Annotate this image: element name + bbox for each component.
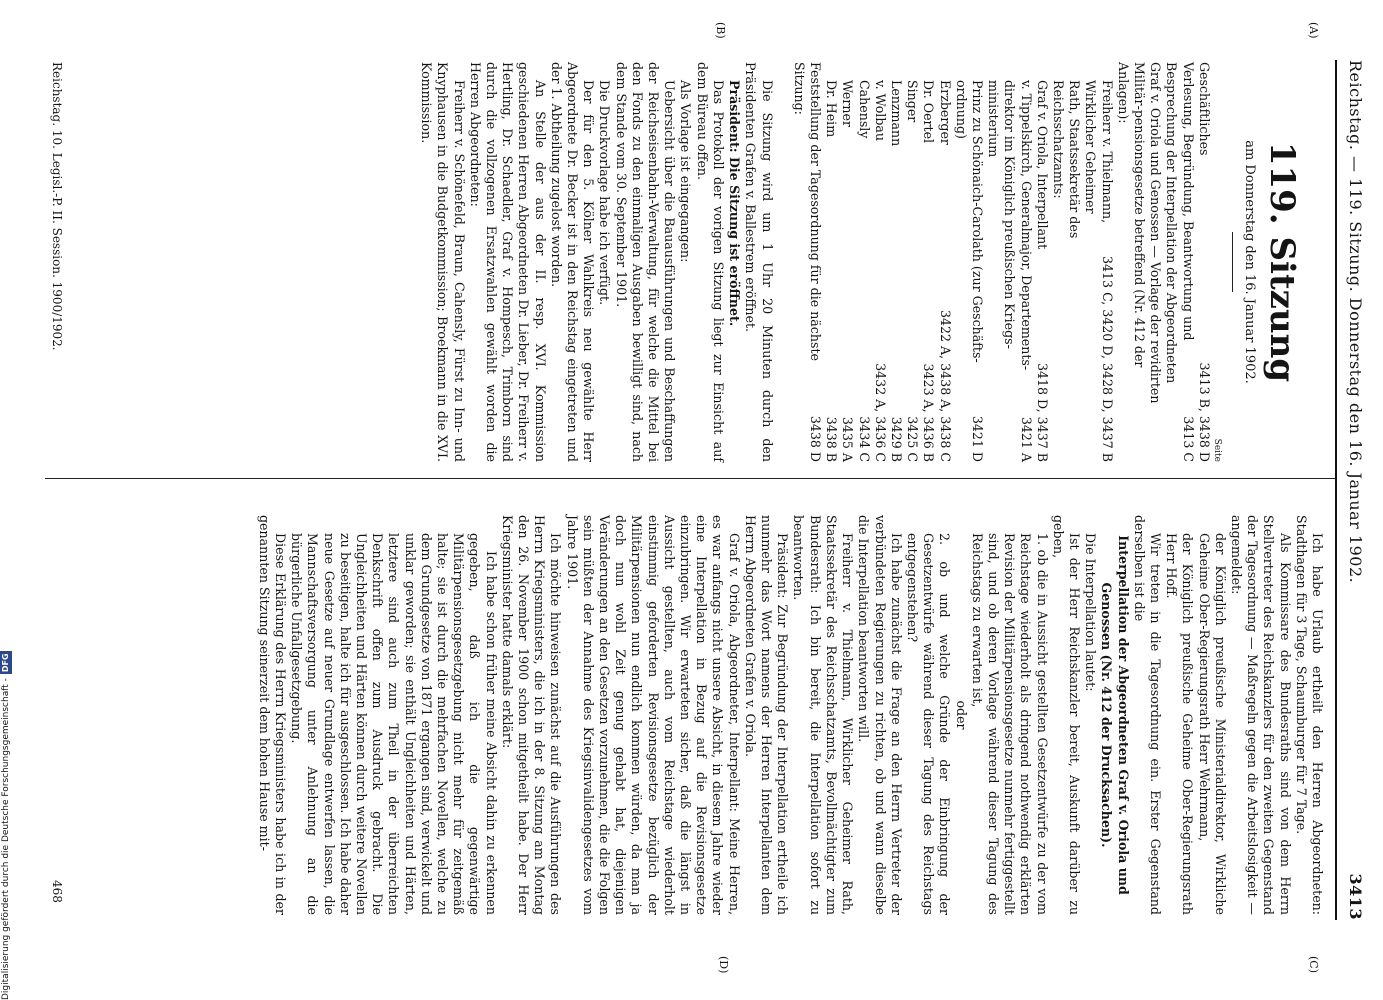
president-statement: Präsident: Die Sitzung ist eröffnet. [727,80,743,327]
margin-marker-b: (B) [714,22,727,39]
page-footer [49,62,65,462]
column-divider [45,478,1335,479]
toc-entry: v. Tippelskirch, Generalmajor, Departements-direktor im Königlich preußischen Kriegs-ministerium 3421 A [986,80,1034,462]
table-of-contents [791,62,1212,462]
toc-entry: Erzberger 3422 A, 3438 A, 3438 C [937,80,953,462]
title-rule [1232,232,1233,292]
toc-entry: Feststellung der Tagesordnung für die nächste Sitzung: 3438 D [791,62,823,462]
footer-page-number: 468 [50,880,64,903]
president-gives-word: Präsident: Zur Begründung der Interpellation ertheile ich nunmehr das Wort namens der Herren Interpellanten dem Herrn Abgeordneten Grafen v. Oriola. [742,515,791,915]
minister-quote: Ich habe schon früher meine Absicht dahin zu erkennen gegeben, daß ich die gegenwärtige Militärpensionsgesetzgebung nicht mehr für zeitgemäß halte; sie ist durch die mehrfachen Novellen, welche zu dem Grundgesetze von 1871 ergangen sind, verwickelt und unklar geworden; sie enthält Ungleichheiten und Härten, letztere sind auch zum Theil in der überreichten Denkschrift offen zum Ausdruck gebracht. Die Ungleichheiten und Härten können durch weitere Novellen zu beseitigen, halte ich für ausgeschlossen. Ich habe daher neue Gesetze auf neuer Grundlage entwerfen lassen, die Mannschaftsversorgung unter Anlehnung an die bürgerliche Unfallgesetzgebung. [289,533,499,915]
toc-entry: Lenzmann 3429 B [888,80,904,462]
agenda-paragraph: Wir treten in die Tagesordnung ein. Erster Gegenstand derselben ist die [1131,515,1163,915]
toc-seite-label: Seite [1211,438,1222,462]
vorlage-heading: Als Vorlage ist eingegangen: [678,80,694,263]
running-header [1335,60,1367,920]
right-column [256,515,1325,915]
left-column [418,62,1325,462]
protocol-paragraph: Das Protokoll der vorigen Sitzung liegt zur Einsicht auf dem Büreau offen. [694,62,726,462]
commissioner-2: der Königlich preußische Geheime Ober-Regierungsrath Herr Hoff. [1164,533,1196,915]
toc-entry: Dr. Oertel 3423 A, 3436 B [921,80,937,462]
leave-paragraph: Ich habe Urlaub ertheilt den Herren Abgeordneten: Stadthagen für 3 Tage, Schaumburger für 7 Tage. [1293,515,1325,915]
toc-entry: Freiherr v. Thielmann, Wirklicher Geheimer Rath, Staatssekretär des Reichsschatzamts: 3413 C, 3420 D, 3428 D, 3437 B [1050,80,1115,462]
header-page-number: 3413 [1346,873,1365,920]
druck-paragraph: Die Druckvorlage habe ich verfügt. [597,80,613,306]
toc-entry: Cahensly 3434 C [856,80,872,462]
session-title: 119. Sitzung [1262,141,1302,383]
margin-marker-d: (D) [717,956,730,974]
interpellation-intro: Die Interpellation lautet: [1083,533,1099,692]
toc-entry: Dr. Heim 3438 B [824,80,840,462]
session-date: am Donnerstag den 16. Januar 1902. [1242,140,1257,384]
margin-marker-c: (C) [1307,956,1320,973]
commissioner-1: der Königlich preußische Ministerialdirektor, Wirkliche Geheime Ober-Regierungsrath Herr Wehrmann, [1196,533,1228,915]
toc-entry: Graf v. Oriola, Interpellant 3418 D, 3437 B [1034,80,1050,462]
thielmann-reply: Freiherr v. Thielmann, Wirklicher Geheimer Rath, Staatssekretär des Reichsschatzamts, Bevollmächtigter zum Bundesrath: Ich bin bereit, die Interpellation sofort zu beantworten. [791,515,856,915]
toc-entry: Geschäftliches 3413 B, 3438 D [1196,62,1212,462]
commissioners-paragraph: Als Kommissare des Bundesraths sind von dem Herrn Stellvertreter des Reichskanzlers für den zweiten Gegenstand der Tagesordnung — Maßregeln gegen die Arbeitslosigkeit — angemeldet: [1228,515,1293,915]
commission-paragraph: An Stelle der aus der II. resp. XVI. Kommission geschiedenen Herren Abgeordneten Dr. Lieber, Dr. Freiherr v. Hertling, Dr. Schaedler, Graf v. Hompesch, Trimborn sind durch die vollzogenen Ersatzwahlen gewählt worden die Herren Abgeordneten: [467,62,548,462]
interpellation-title: Interpellation der Abgeordneten Graf v. Oriola und Genossen (Nr. 412 der Drucksachen). [1099,535,1131,895]
closing-paragraph: Diese Erklärung des Herrn Kriegsministers habe ich in der genannten Sitzung seinerzeit dem hohen Hause mit- [256,515,288,915]
president-question: Ich habe zunächst die Frage an den Herrn Vertreter der verbündeten Regierungen zu richten, ob und wann dieselbe die Interpellation beantworten will. [856,515,904,915]
margin-marker-a: (A) [1307,22,1320,39]
digitization-credit [0,0,24,1000]
toc-entry: Werner 3435 A [840,80,856,462]
toc-entry: Prinz zu Schönaich-Carolath (zur Geschäfts-ordnung) 3421 D [953,80,985,462]
dfg-logo: DFG [1,653,10,673]
oriola-reference: Ich möchte hinweisen zunächst auf die Ausführungen des Herrn Kriegsministers, die ich in der 8. Sitzung am Montag den 26. November 1900 schon mitgetheilt habe. Der Herr Kriegsminister hatte damals erklärt: [499,515,564,915]
opening-paragraph: Die Sitzung wird um 1 Uhr 20 Minuten durch den Präsidenten Grafen v. Ballestrem eröffnet. [743,62,775,462]
footer-legislature: Reichstag. 10. Legisl.-P. II. Session. 1900/1902. [50,62,64,351]
credit-text: Digitalisierung gefördert durch die Deutsche Forschungsgemeinschaft - [1,678,11,1000]
vorlage-text: Uebersicht über die Bauausführungen und Beschaffungen der Reichseisenbahn-Verwaltung, für welche die Mittel bei den Fonds zu den einmaligen Ausgaben bewilligt sind, nach dem Stande vom 30. September 1901. [613,62,678,462]
toc-entry: v. Wolbau 3432 A, 3436 C [872,80,888,462]
commission-members: Freiherr v. Schönefeld, Braun, Cahensly, Fürst zu Inn- und Knyphausen in die Budgetkommission; Broekmann in die XVI. Kommission. [419,62,467,462]
interpellation-point-2: 2. ob und welche Gründe der Einbringung der Gesetzentwürfe während dieser Tagung des Reichstags entgegenstehen? [904,533,953,915]
interpellation-oder: oder [953,700,969,730]
interpellation-question: Ist der Herr Reichskanzler bereit, Auskunft darüber zu geben, [1050,515,1082,915]
toc-entry: Singer 3425 C [905,80,921,462]
header-title: Reichstag. — 119. Sitzung. Donnerstag den 16. Januar 1902. [1346,60,1365,584]
oriola-speech: Graf v. Oriola, Abgeordneter, Interpellant: Meine Herren, es war anfangs nicht unsere Absicht, in diesem Jahre wieder eine Interpellation in Bezug auf die Revisionsgesetze einzubringen. Wir erwarteten sicher, daß die längst in Aussicht gestellten, auch vom Reichstage wiederholt einstimmig geforderten Revisionsgesetze bezüglich der Militärpensionen nun endlich kommen würden, da man ja doch nun wohl Zeit genug gehabt hat, diejenigen Veränderungen an den Gesetzen vorzunehmen, die die Folgen sein müßten der Annahme des Kriegsinvalidengesetzes vom Jahre 1901. [564,515,742,915]
toc-entry: Verlesung, Begründung, Beantwortung und Besprechung der Interpellation der Abgeordneten Graf v. Oriola und Genossen — Vorlage der revidirten Militär-pensionsgesetze betreffend (Nr. 412 der Anlagen): 3413 C [1115,62,1196,462]
new-member-paragraph: Der für den 5. Kölner Wahlkreis neu gewählte Herr Abgeordnete Dr. Becker ist in den Reichstag eingetreten und der 1. Abtheilung zugelost worden. [548,62,597,462]
interpellation-point-1: 1. ob die in Aussicht gestellten Gesetzentwürfe zu der vom Reichstage wiederholt als dringend nothwendig erklärten Revision der Militärpensionsgesetze nunmehr fertiggestellt sind, und ob deren Vorlage während dieser Tagung des Reichstags zu erwarten ist, [969,533,1050,915]
